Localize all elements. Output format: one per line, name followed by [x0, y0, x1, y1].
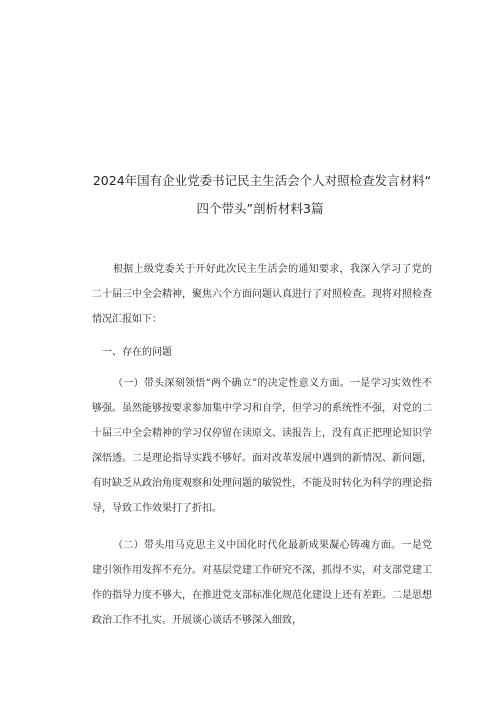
problem-paragraph-2: （二）带头用马克思主义中国化时代化最新成果凝心铸魂方面。一是党建引领作用发挥不充分。对基层党建工作研究不深，抓得不实，对支部党建工作的指导力度不够大，在推进党支部标准化规范化建设上还有差距。二是思想政治工作不扎实。开展谈心谈话不够深入细致，: [92, 540, 432, 626]
document-title-line-1: 2024年国有企业党委书记民主生活会个人对照检查发言材料“: [92, 173, 432, 188]
problem-paragraph-1: （一）带头深刻领悟“两个确立”的决定性意义方面。一是学习实效性不够强。虽然能够按要求参加集中学习和自学，但学习的系统性不强，对党的二十届三中全会精神的学习仅停留在读原文、读报告上，没有真正把理论知识学深悟透。二是理论指导实践不够好。面对改革发展中遇到的新情况、新问题，有时缺乏从政治角度观察和处理问题的敏锐性，不能及时转化为科学的理论指导，导致工作效果打了折扣。: [92, 378, 432, 514]
section-heading-problems: 一、存在的问题: [102, 347, 172, 358]
document-title-line-2: 四个带头”剖析材料3篇: [196, 201, 324, 216]
intro-paragraph: 根据上级党委关于开好此次民主生活会的通知要求，我深入学习了党的二十届三中全会精神，聚焦六个方面问题认真进行了对照检查。现将对照检查情况汇报如下：: [92, 264, 432, 325]
